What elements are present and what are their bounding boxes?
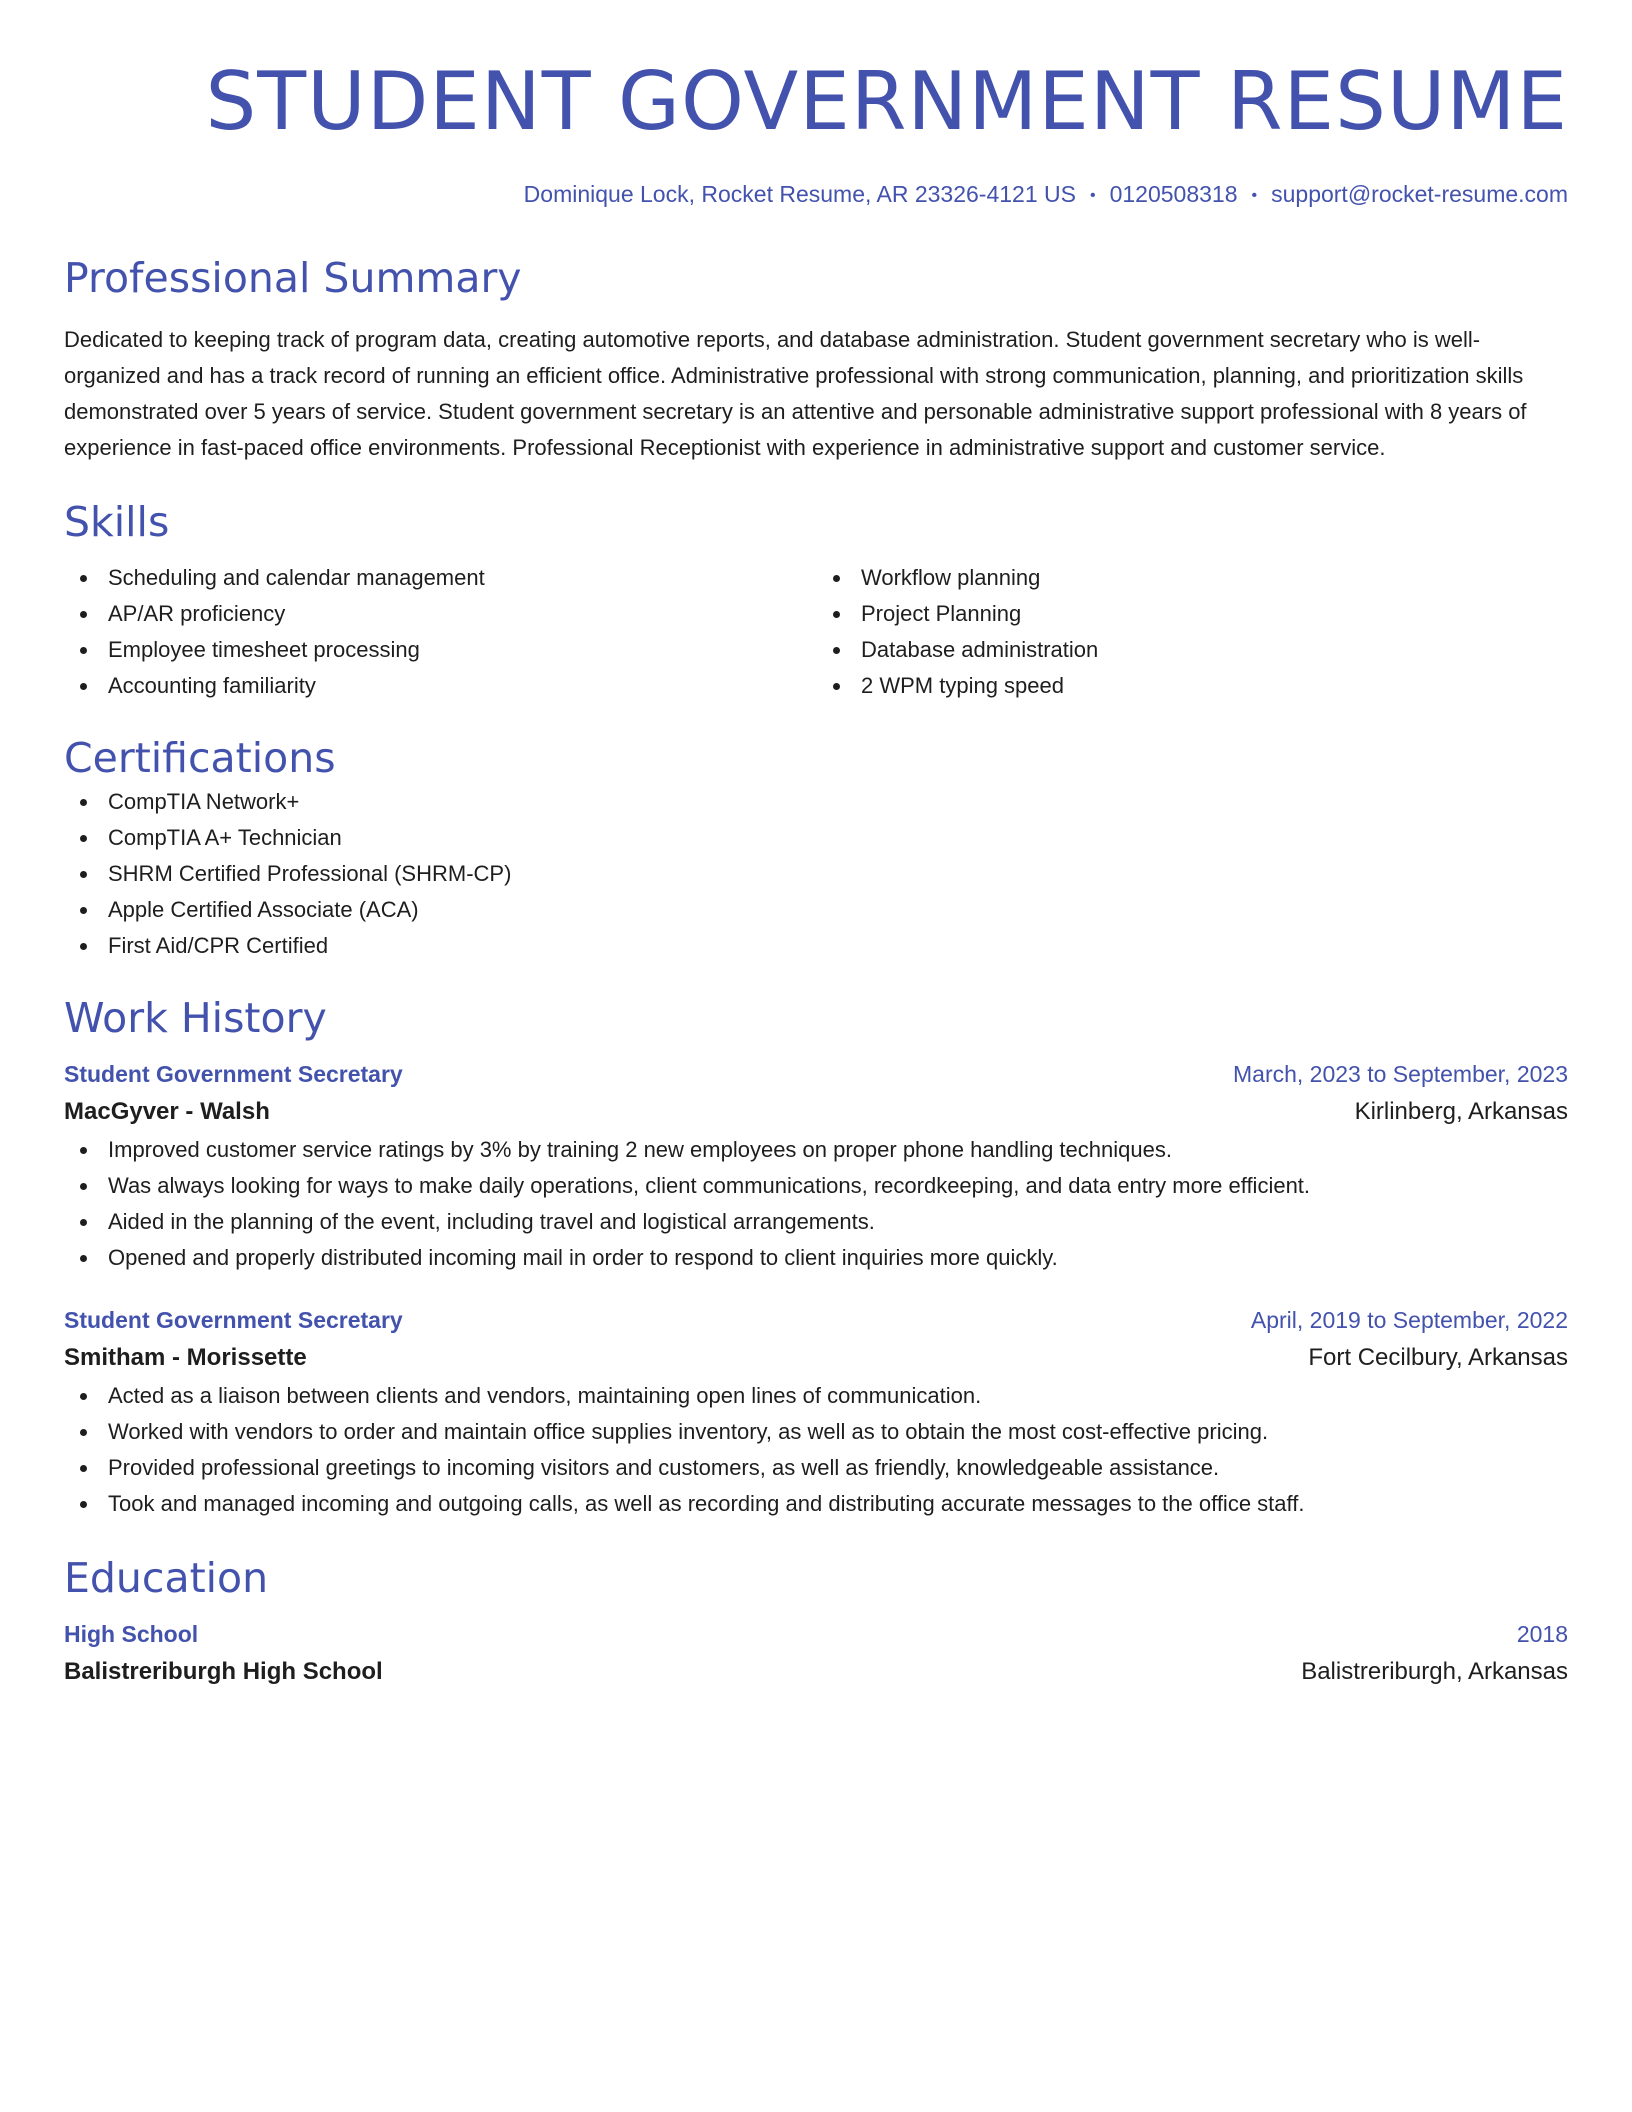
- job-employer: MacGyver - Walsh: [64, 1098, 270, 1125]
- education-heading: Education: [64, 1554, 269, 1602]
- education-degree: High School: [64, 1621, 199, 1647]
- job-dates: April, 2019 to September, 2022: [1250, 1307, 1568, 1333]
- work-history-section: [64, 992, 1568, 1522]
- certification-item: CompTIA A+ Technician: [64, 820, 1568, 856]
- job-employer-row: [64, 1092, 1568, 1132]
- job-bullet: Improved customer service ratings by 3% by training 2 new employees on proper phone handling techniques.: [64, 1132, 1568, 1168]
- certification-item: CompTIA Network+: [64, 784, 1568, 820]
- job-bullets: [64, 1132, 1568, 1276]
- skill-item: Database administration: [817, 632, 1568, 668]
- certification-item: SHRM Certified Professional (SHRM-CP): [64, 856, 1568, 892]
- job-bullet: Worked with vendors to order and maintain office supplies inventory, as well as to obtain the most cost-effective pricing.: [64, 1414, 1568, 1450]
- job-bullet: Was always looking for ways to make daily operations, client communications, recordkeeping, and data entry more efficient.: [64, 1168, 1568, 1204]
- job-dates: March, 2023 to September, 2023: [1233, 1061, 1568, 1087]
- job-title-row: [64, 1056, 1568, 1092]
- certifications-list: [64, 784, 1568, 964]
- work-history-heading: Work History: [64, 994, 327, 1042]
- resume-title: STUDENT GOVERNMENT RESUME: [205, 55, 1568, 148]
- job-bullets: [64, 1378, 1568, 1522]
- summary-heading: Professional Summary: [64, 254, 522, 302]
- certification-item: First Aid/CPR Certified: [64, 928, 1568, 964]
- certifications-heading: Certifications: [64, 734, 336, 782]
- skill-item: Employee timesheet processing: [64, 632, 815, 668]
- certifications-section: [64, 732, 1568, 964]
- skill-item: Project Planning: [817, 596, 1568, 632]
- skill-item: Workflow planning: [817, 560, 1568, 596]
- job-employer-row: [64, 1338, 1568, 1378]
- education-school: Balistreriburgh High School: [64, 1658, 383, 1685]
- education-section: [64, 1552, 1568, 1692]
- job-entry: [64, 1056, 1568, 1276]
- skill-item: Accounting familiarity: [64, 668, 815, 704]
- contact-address: Dominique Lock, Rocket Resume, AR 23326-4121 US: [523, 181, 1076, 207]
- job-location: Fort Cecilbury, Arkansas: [1308, 1344, 1568, 1371]
- skills-heading: Skills: [64, 498, 170, 546]
- job-bullet: Provided professional greetings to incoming visitors and customers, as well as friendly, knowledgeable assistance.: [64, 1450, 1568, 1486]
- skill-item: Scheduling and calendar management: [64, 560, 815, 596]
- summary-text: Dedicated to keeping track of program data, creating automotive reports, and database administration. Student government secretary who is well-organized and has a track record of running an efficient office. Administrative professional with strong communication, planning, and prioritization skills demonstrated over 5 years of service. Student government secretary is an attentive and personable administrative support professional with 8 years of experience in fast-paced office environments. Professional Receptionist with experience in administrative support and customer service.: [64, 327, 1527, 460]
- contact-separator: •: [1251, 187, 1258, 204]
- skills-grid: [64, 560, 1568, 704]
- job-bullet: Acted as a liaison between clients and vendors, maintaining open lines of communication.: [64, 1378, 1568, 1414]
- job-title: Student Government Secretary: [64, 1061, 403, 1087]
- skill-item: 2 WPM typing speed: [817, 668, 1568, 704]
- skill-item: AP/AR proficiency: [64, 596, 815, 632]
- education-location: Balistreriburgh, Arkansas: [1301, 1658, 1568, 1685]
- job-employer: Smitham - Morissette: [64, 1344, 307, 1371]
- job-title: Student Government Secretary: [64, 1307, 403, 1333]
- job-entry: [64, 1302, 1568, 1522]
- contact-email[interactable]: support@rocket-resume.com: [1271, 181, 1568, 207]
- job-location: Kirlinberg, Arkansas: [1354, 1098, 1568, 1125]
- education-school-row: [64, 1652, 1568, 1692]
- education-entry: [64, 1616, 1568, 1692]
- job-bullet: Aided in the planning of the event, including travel and logistical arrangements.: [64, 1204, 1568, 1240]
- contact-line: [64, 178, 1568, 212]
- education-degree-row: [64, 1616, 1568, 1652]
- certification-item: Apple Certified Associate (ACA): [64, 892, 1568, 928]
- job-title-row: [64, 1302, 1568, 1338]
- job-bullet: Opened and properly distributed incoming mail in order to respond to client inquiries more quickly.: [64, 1240, 1568, 1276]
- summary-section: [64, 252, 1568, 466]
- education-year: 2018: [1516, 1621, 1568, 1647]
- job-bullet: Took and managed incoming and outgoing calls, as well as recording and distributing accurate messages to the office staff.: [64, 1486, 1568, 1522]
- contact-phone: 0120508318: [1109, 181, 1238, 207]
- skills-list-right: [815, 560, 1568, 704]
- skills-section: [64, 496, 1568, 704]
- skills-list-left: [64, 560, 815, 704]
- contact-separator: •: [1089, 187, 1096, 204]
